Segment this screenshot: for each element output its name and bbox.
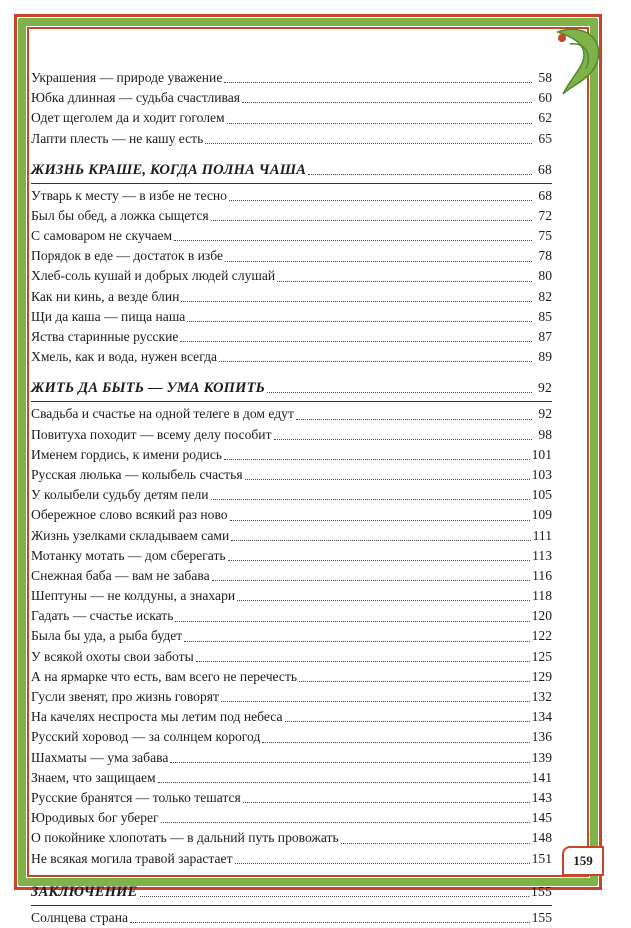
toc-entry[interactable]: Жизнь узелками складываем сами 111 bbox=[31, 527, 552, 543]
section-heading[interactable]: ЖИТЬ ДА БЫТЬ — УМА КОПИТЬ 92 bbox=[31, 380, 552, 397]
leaf-ornament-icon bbox=[548, 24, 608, 96]
section-divider bbox=[31, 401, 552, 402]
toc-entry[interactable]: Яства старинные русские 87 bbox=[31, 329, 552, 345]
toc-entry[interactable]: Щи да каша — пища наша 85 bbox=[31, 308, 552, 324]
toc-entry[interactable]: Русский хоровод — за солнцем корогод 136 bbox=[31, 729, 552, 745]
toc-entry[interactable]: Юбка длинная — судьба счастливая 60 bbox=[31, 90, 552, 106]
toc-entry[interactable]: Шахматы — ума забава 139 bbox=[31, 749, 552, 765]
toc-entry[interactable]: Русская люлька — колыбель счастья 103 bbox=[31, 466, 552, 482]
toc-entry[interactable]: Именем гордись, к имени родись 101 bbox=[31, 446, 552, 462]
toc-entry[interactable]: Обережное слово всякий раз ново 109 bbox=[31, 507, 552, 523]
toc-entry[interactable]: Гадать — счастье искать 120 bbox=[31, 608, 552, 624]
toc-entry[interactable]: Свадьба и счастье на одной телеге в дом едут 92 bbox=[31, 406, 552, 422]
section-divider bbox=[31, 183, 552, 184]
section-heading[interactable]: ЗАКЛЮЧЕНИЕ 155 bbox=[31, 883, 552, 900]
toc-entry[interactable]: Снежная баба — вам не забава 116 bbox=[31, 567, 552, 583]
toc-entry[interactable]: Украшения — природе уважение 58 bbox=[31, 69, 552, 85]
toc-entry[interactable]: У всякой охоты свои заботы 125 bbox=[31, 648, 552, 664]
toc-entry[interactable]: О покойнике хлопотать — в дальний путь провожать 148 bbox=[31, 830, 552, 846]
table-of-contents bbox=[31, 68, 552, 928]
toc-entry[interactable]: Гусли звенят, про жизнь говорят 132 bbox=[31, 689, 552, 705]
page-number: 159 bbox=[562, 846, 604, 876]
toc-entry[interactable]: Хмель, как и вода, нужен всегда 89 bbox=[31, 349, 552, 365]
toc-entry[interactable]: На качелях неспроста мы летим под небеса 134 bbox=[31, 709, 552, 725]
toc-entry[interactable]: У колыбели судьбу детям пели 105 bbox=[31, 487, 552, 503]
toc-entry[interactable]: Знаем, что защищаем 141 bbox=[31, 769, 552, 785]
section-divider bbox=[31, 905, 552, 906]
toc-entry[interactable]: С самоваром не скучаем 75 bbox=[31, 228, 552, 244]
toc-entry[interactable]: Была бы уда, а рыба будет 122 bbox=[31, 628, 552, 644]
toc-entry[interactable]: Солнцева страна 155 bbox=[31, 909, 552, 925]
toc-entry[interactable]: Был бы обед, а ложка сыщется 72 bbox=[31, 207, 552, 223]
toc-entry[interactable]: А на ярмарке что есть, вам всего не перечесть 129 bbox=[31, 668, 552, 684]
toc-entry[interactable]: Лапти плесть — не кашу есть 65 bbox=[31, 130, 552, 146]
toc-entry[interactable]: Повитуха походит — всему делу пособит 98 bbox=[31, 426, 552, 442]
toc-entry[interactable]: Юродивых бог уберег 145 bbox=[31, 810, 552, 826]
toc-entry[interactable]: Хлеб-соль кушай и добрых людей слушай 80 bbox=[31, 268, 552, 284]
toc-entry[interactable]: Русские бранятся — только тешатся 143 bbox=[31, 789, 552, 805]
toc-entry[interactable]: Порядок в еде — достаток в избе 78 bbox=[31, 248, 552, 264]
toc-entry[interactable]: Шептуны — не колдуны, а знахари 118 bbox=[31, 588, 552, 604]
toc-entry[interactable]: Мотанку мотать — дом сберегать 113 bbox=[31, 547, 552, 563]
toc-entry[interactable]: Одет щеголем да и ходит гоголем 62 bbox=[31, 110, 552, 126]
toc-entry[interactable]: Не всякая могила травой зарастает 151 bbox=[31, 850, 552, 866]
toc-entry[interactable]: Как ни кинь, а везде блин 82 bbox=[31, 288, 552, 304]
toc-entry[interactable]: Утварь к месту — в избе не тесно 68 bbox=[31, 187, 552, 203]
section-heading[interactable]: ЖИЗНЬ КРАШЕ, КОГДА ПОЛНА ЧАША 68 bbox=[31, 161, 552, 178]
